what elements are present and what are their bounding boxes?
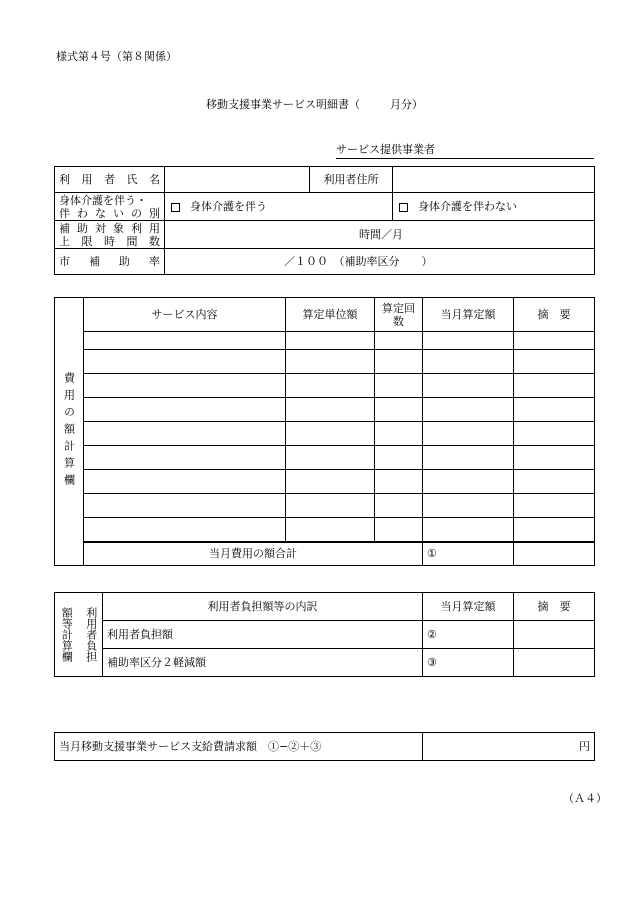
claim-amount-field[interactable]: [423, 733, 595, 761]
cost-total-cell[interactable]: [423, 542, 514, 566]
care-without-checkbox[interactable]: [399, 203, 408, 212]
note-cell[interactable]: [514, 470, 595, 494]
rate-field[interactable]: [165, 249, 595, 275]
claim-table: [54, 732, 595, 761]
user-name-label: 利 用 者 氏 名: [55, 167, 165, 193]
amount-cell[interactable]: [423, 422, 514, 446]
burden-row-note[interactable]: [514, 649, 595, 677]
cost-total-mark: ①: [427, 547, 437, 561]
service-cell[interactable]: [84, 398, 286, 422]
cost-table: [54, 297, 595, 566]
note-cell[interactable]: [514, 350, 595, 374]
user-address-field[interactable]: [393, 167, 595, 193]
amount-cell[interactable]: [423, 332, 514, 350]
service-cell[interactable]: [84, 422, 286, 446]
burden-header-content: 利用者負担額等の内訳: [103, 593, 423, 621]
service-cell[interactable]: [84, 374, 286, 398]
limit-hours-label: 補 助 対 象 利 用 上 限 時 間 数: [55, 221, 165, 249]
count-cell[interactable]: [375, 398, 423, 422]
amount-cell[interactable]: [423, 470, 514, 494]
note-cell[interactable]: [514, 374, 595, 398]
service-cell[interactable]: [84, 494, 286, 518]
burden-row-amount[interactable]: [423, 621, 514, 649]
count-cell[interactable]: [375, 446, 423, 470]
burden-row-mark: ③: [427, 656, 437, 669]
header-unit-amount: 算定単位額: [286, 298, 375, 332]
service-cell[interactable]: [84, 446, 286, 470]
amount-cell[interactable]: [423, 518, 514, 542]
unit-cell[interactable]: [286, 398, 375, 422]
burden-row-mark: ②: [427, 628, 437, 641]
cost-total-note[interactable]: [514, 542, 595, 566]
count-cell[interactable]: [375, 494, 423, 518]
count-cell[interactable]: [375, 422, 423, 446]
amount-cell[interactable]: [423, 374, 514, 398]
info-table: [54, 166, 595, 275]
unit-cell[interactable]: [286, 446, 375, 470]
limit-hours-field[interactable]: [165, 221, 595, 249]
user-name-field[interactable]: [165, 167, 310, 193]
unit-cell[interactable]: [286, 470, 375, 494]
document-title: [206, 96, 423, 112]
note-cell[interactable]: [514, 446, 595, 470]
burden-row-amount[interactable]: [423, 649, 514, 677]
amount-cell[interactable]: [423, 446, 514, 470]
burden-header-amount: 当月算定額: [423, 593, 514, 621]
burden-header-note: 摘 要: [514, 593, 595, 621]
provider-field[interactable]: [336, 141, 594, 159]
unit-cell[interactable]: [286, 350, 375, 374]
user-address-label: 利用者住所: [310, 167, 393, 193]
note-cell[interactable]: [514, 494, 595, 518]
cost-total-label: 当月費用の額合計: [84, 542, 423, 566]
burden-row-label: 補助率区分２軽減額: [103, 649, 423, 677]
header-service-content: サービス内容: [84, 298, 286, 332]
header-note: 摘 要: [514, 298, 595, 332]
burden-table: [54, 592, 595, 677]
unit-cell[interactable]: [286, 422, 375, 446]
care-with-option[interactable]: [165, 193, 393, 221]
title-main: 移動支援事業サービス明細書（: [206, 98, 360, 111]
amount-cell[interactable]: [423, 398, 514, 422]
service-cell[interactable]: [84, 350, 286, 374]
count-cell[interactable]: [375, 518, 423, 542]
limit-hours-unit: 時間／月: [359, 228, 403, 241]
service-cell[interactable]: [84, 470, 286, 494]
service-cell[interactable]: [84, 518, 286, 542]
note-cell[interactable]: [514, 398, 595, 422]
care-without-label: 身体介護を伴わない: [418, 200, 517, 213]
rate-label: 市 補 助 率: [55, 249, 165, 275]
count-cell[interactable]: [375, 350, 423, 374]
claim-label: 当月移動支援事業サービス支給費請求額 ①−②＋③: [55, 733, 423, 761]
care-type-label: 身体介護を伴う・ 伴 わ な い の 別: [55, 193, 165, 221]
rate-value: ／１００ （補助率区分 ）: [284, 255, 433, 268]
cost-side-label: 費用の額計算欄: [55, 298, 84, 566]
title-month: 月分）: [390, 98, 423, 111]
burden-row-note[interactable]: [514, 621, 595, 649]
amount-cell[interactable]: [423, 350, 514, 374]
count-cell[interactable]: [375, 374, 423, 398]
unit-cell[interactable]: [286, 518, 375, 542]
note-cell[interactable]: [514, 518, 595, 542]
header-count: 算定回数: [375, 298, 423, 332]
care-without-option[interactable]: [393, 193, 595, 221]
count-cell[interactable]: [375, 470, 423, 494]
care-with-label: 身体介護を伴う: [190, 200, 267, 213]
amount-cell[interactable]: [423, 494, 514, 518]
burden-side-label: 利用者負担 額等計算欄: [55, 593, 103, 677]
service-cell[interactable]: [84, 332, 286, 350]
claim-unit: 円: [579, 740, 590, 753]
unit-cell[interactable]: [286, 374, 375, 398]
burden-row-label: 利用者負担額: [103, 621, 423, 649]
note-cell[interactable]: [514, 332, 595, 350]
form-number: 様式第４号（第８関係）: [56, 50, 177, 63]
note-cell[interactable]: [514, 422, 595, 446]
header-month-amount: 当月算定額: [423, 298, 514, 332]
count-cell[interactable]: [375, 332, 423, 350]
unit-cell[interactable]: [286, 332, 375, 350]
unit-cell[interactable]: [286, 494, 375, 518]
paper-size-label: （Ａ４）: [563, 792, 607, 805]
provider-label: サービス提供事業者: [336, 143, 435, 156]
care-with-checkbox[interactable]: [171, 203, 180, 212]
